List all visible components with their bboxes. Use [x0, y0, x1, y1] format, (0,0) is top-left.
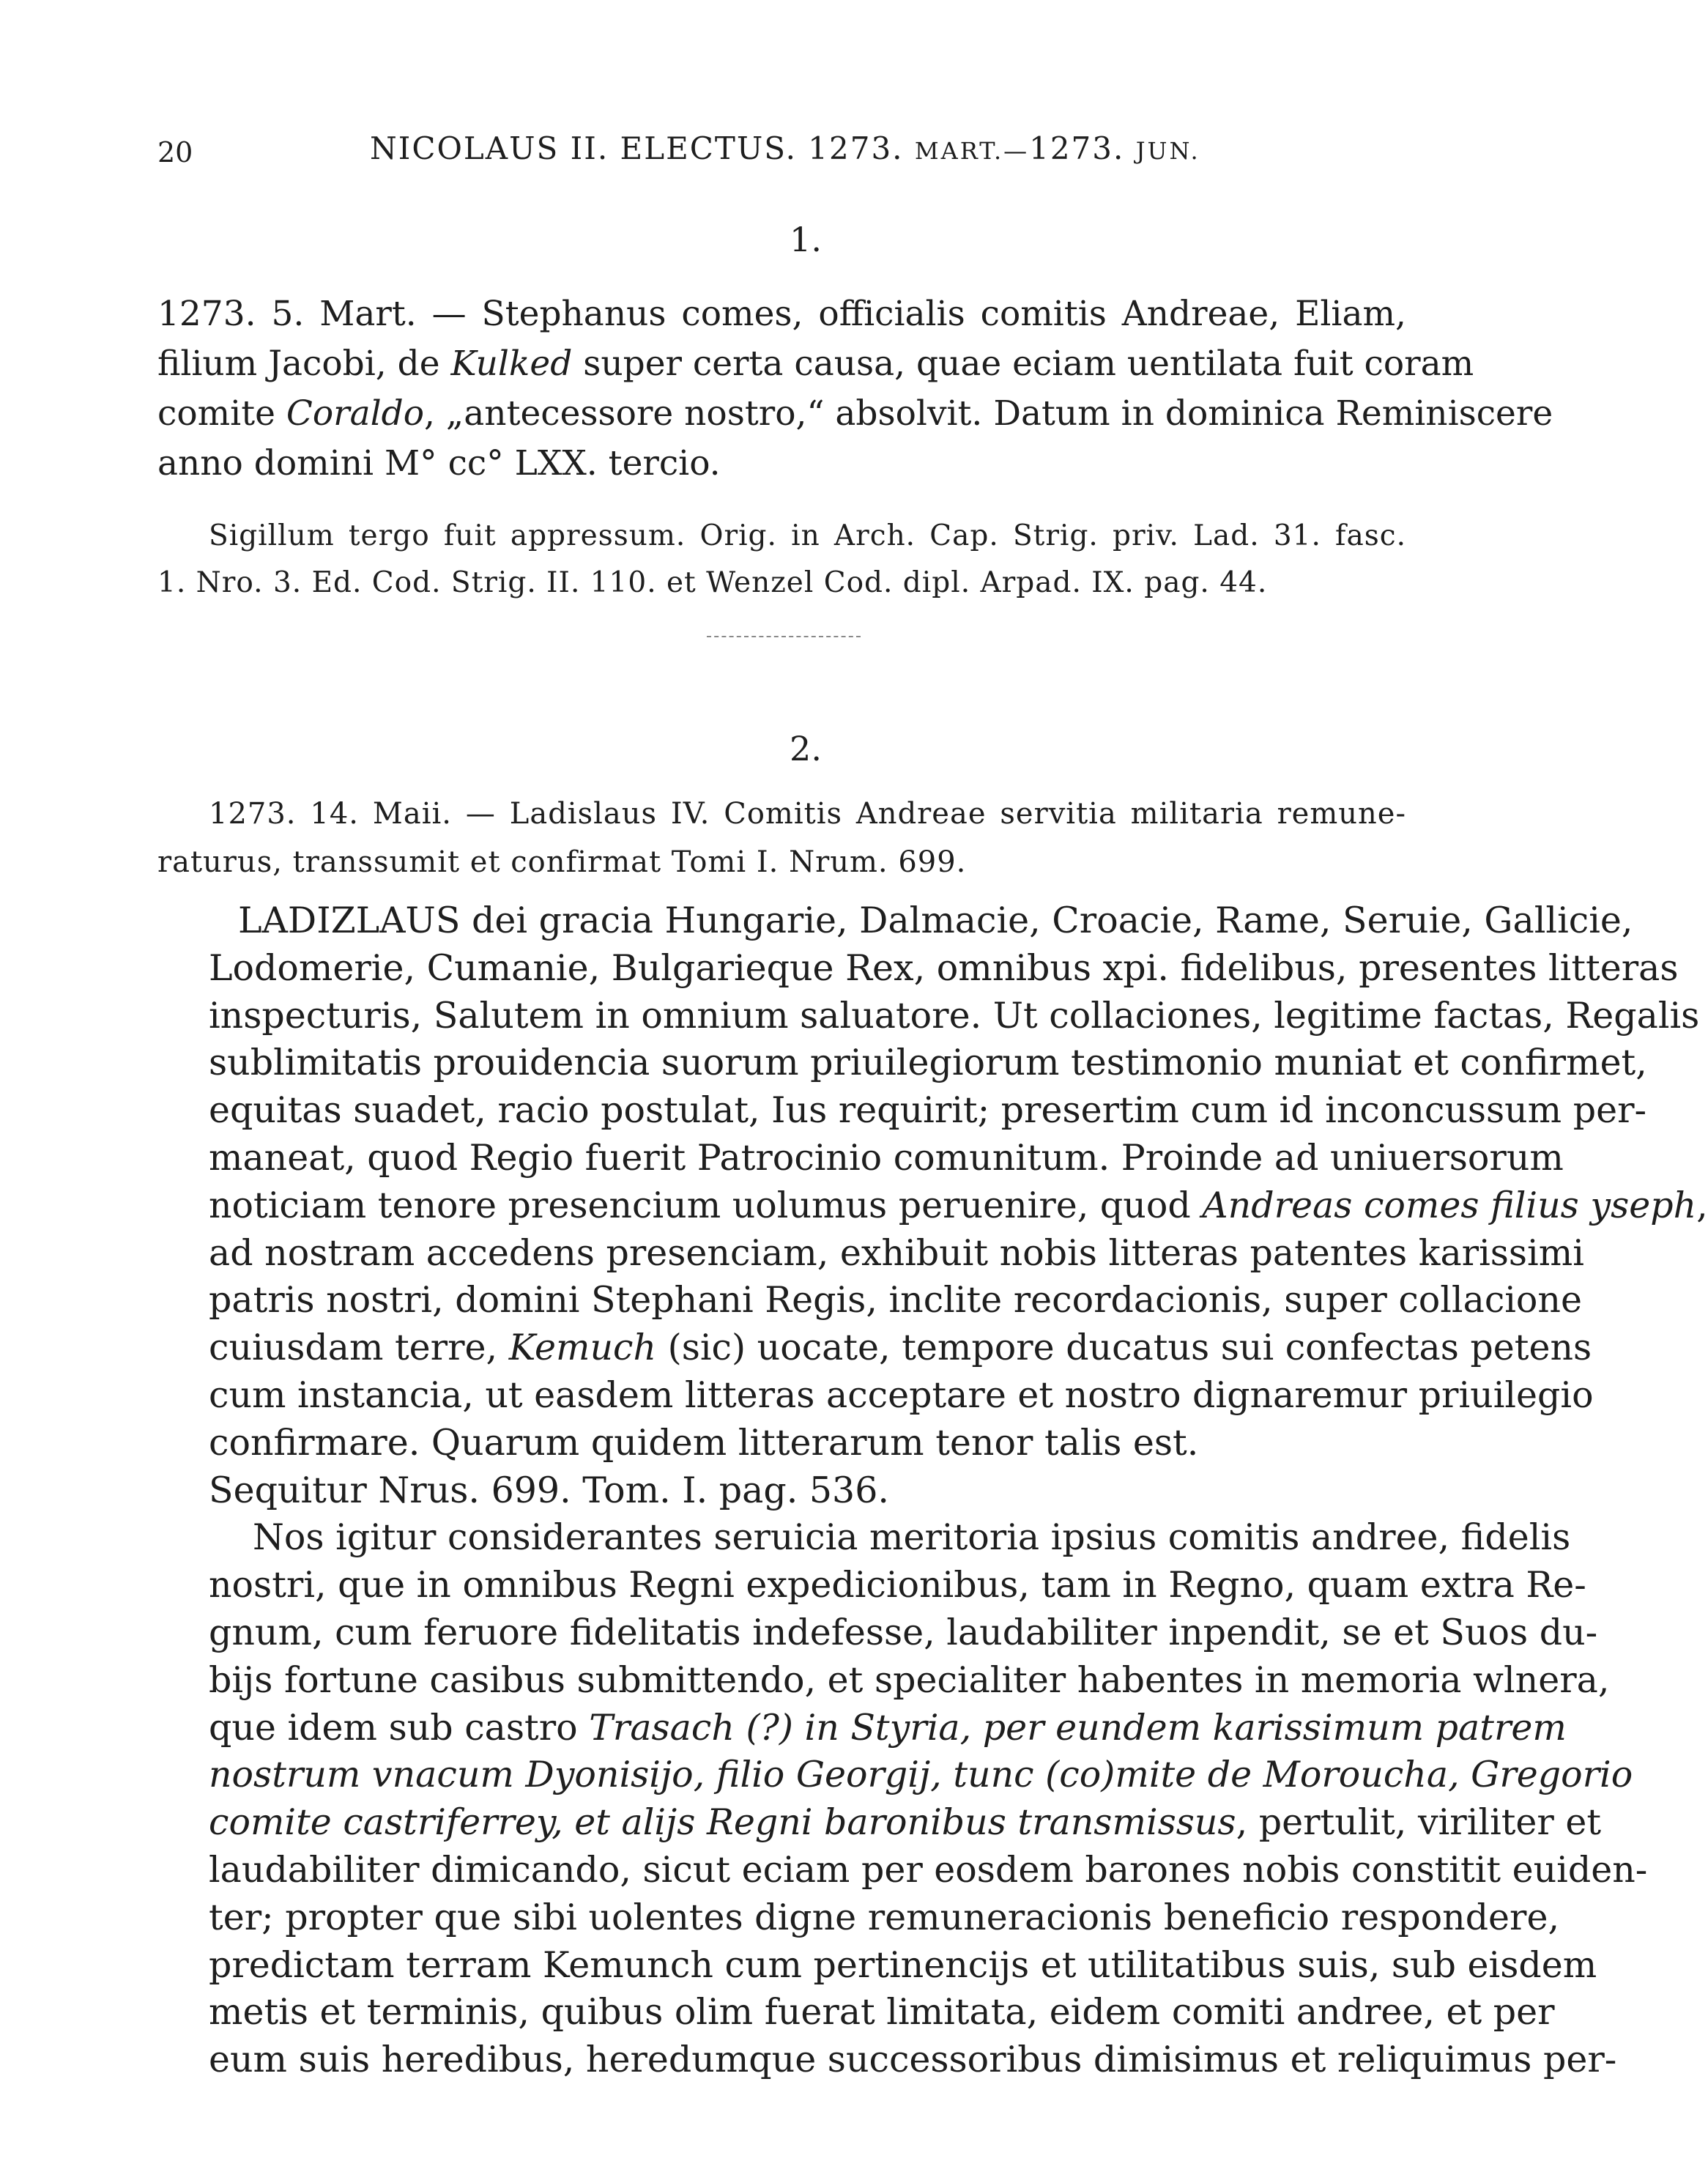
text-run: metis et terminis, quibus olim fuerat limitata, eidem comiti andree, et per: [209, 1991, 1555, 2034]
text-run: raturus, transsumit et confirmat Tomi I. Nrum. 699.: [157, 845, 967, 879]
charter-line: [157, 1657, 1610, 1705]
title-month-end: JUN.: [1135, 137, 1200, 165]
text-run: 1273. 14. Maii. — Ladislaus IV. Comitis Andreae servitia militaria remune-: [209, 797, 1406, 831]
title-year-end: 1273.: [1029, 130, 1125, 166]
charter-line: [157, 1942, 1597, 1990]
text-run: super certa causa, quae eciam uentilata fuit coram: [572, 344, 1474, 384]
charter-line: [157, 1420, 1406, 1467]
title-month-start: MART.—: [914, 137, 1030, 165]
italic-name: nostrum vnacum Dyonisijo, filio Georgij, tunc (co)mite de Moroucha, Gregorio: [209, 1754, 1633, 1796]
charter-line: [157, 1372, 1594, 1420]
text-run: Sigillum tergo fuit appressum. Orig. in Arch. Cap. Strig. priv. Lad. 31. fasc.: [209, 519, 1406, 552]
charter-line: [157, 1182, 1708, 1230]
charter-line: [157, 945, 1679, 993]
text-run: eum suis heredibus, heredumque successoribus dimisimus et reliquimus per-: [209, 2039, 1617, 2081]
charter-line: [157, 1324, 1592, 1372]
charter-line: [157, 1135, 1564, 1182]
section-separator: [707, 636, 861, 640]
text-run: 1273. 5. Mart. — Stephanus comes, officialis comitis Andreae, Eliam,: [157, 294, 1406, 334]
text-run: filium Jacobi, de: [157, 344, 451, 384]
text-run: 1. Nro. 3. Ed. Cod. Strig. II. 110. et Wenzel Cod. dipl. Arpad. IX. pag. 44.: [157, 566, 1268, 599]
charter-line: [157, 1467, 1406, 1515]
note-line: [157, 560, 1406, 607]
text-run: bijs fortune casibus submittendo, et specialiter habentes in memoria wlnera,: [209, 1658, 1610, 1701]
regest-line: [157, 439, 1406, 489]
charter-line: [157, 1087, 1647, 1135]
text-run: Lodomerie, Cumanie, Bulgarieque Rex, omnibus xpi. fidelibus, presentes litteras: [209, 946, 1679, 989]
text-run: nostri, que in omnibus Regni expedicionibus, tam in Regno, quam extra Re-: [209, 1564, 1586, 1606]
doc2-regest: [157, 790, 1406, 886]
doc2-charter-text: [157, 897, 1708, 2084]
charter-line: [157, 2036, 1617, 2084]
italic-name: Kemuch: [508, 1327, 656, 1369]
regest-line: [157, 838, 1406, 886]
text-run: laudabiliter dimicando, sicut eciam per eosdem barones nobis constitit euiden-: [209, 1848, 1648, 1891]
text-run: ,: [1696, 1184, 1708, 1226]
document-number-1: 1.: [790, 220, 822, 259]
text-run: confirmare. Quarum quidem litterarum tenor talis est.: [209, 1421, 1199, 1464]
text-run: Sequitur Nrus. 699. Tom. I. pag. 536.: [209, 1469, 889, 1511]
charter-line: [157, 1894, 1560, 1942]
text-run: maneat, quod Regio fuerit Patrocinio comunitum. Proinde ad uniuersorum: [209, 1136, 1564, 1179]
italic-name: Trasach (?) in Styria, per eundem karissimum patrem: [589, 1706, 1567, 1749]
charter-line: [157, 1752, 1633, 1799]
text-run: Nos igitur considerantes seruicia meritoria ipsius comitis andree, fidelis: [253, 1516, 1571, 1559]
regest-line: [157, 289, 1406, 339]
text-run: comite: [157, 393, 286, 434]
text-run: predictam terram Kemunch cum pertinencijs et utilitatibus suis, sub eisdem: [209, 1943, 1597, 1986]
title-main: NICOLAUS II. ELECTUS.: [370, 130, 797, 166]
text-run: anno domini M° cc° LXX. tercio.: [157, 443, 721, 483]
text-run: LADIZLAUS dei gracia Hungarie, Dalmacie, Croacie, Rame, Seruie, Gallicie,: [238, 900, 1633, 941]
italic-name: comite castriferrey, et alijs Regni baronibus transmissus: [209, 1801, 1236, 1844]
text-run: sublimitatis prouidencia suorum priuilegiorum testimonio muniat et confirmet,: [209, 1042, 1647, 1084]
charter-line: [157, 1989, 1555, 2036]
doc1-regest: [157, 289, 1553, 489]
document-number-2: 2.: [790, 729, 822, 768]
text-run: patris nostri, domini Stephani Regis, inclite recordacionis, super collacione: [209, 1279, 1582, 1322]
charter-line: [157, 1230, 1584, 1278]
text-run: , „antecessore nostro,“ absolvit. Datum in dominica Reminiscere: [424, 393, 1553, 434]
charter-line: [157, 993, 1700, 1040]
charter-line: [157, 1277, 1582, 1324]
text-run: cuiusdam terre,: [209, 1327, 509, 1369]
charter-line: [157, 1562, 1586, 1609]
running-header: [157, 130, 1373, 174]
text-run: cum instancia, ut easdem litteras acceptare et nostro dignaremur priuilegio: [209, 1374, 1594, 1416]
charter-line: [157, 1039, 1647, 1087]
text-run: ad nostram accedens presenciam, exhibuit nobis litteras patentes karissimi: [209, 1231, 1584, 1274]
running-title: [370, 130, 1200, 166]
note-line: [157, 513, 1406, 560]
text-run: ter; propter que sibi uolentes digne remuneracionis beneficio respondere,: [209, 1896, 1560, 1938]
text-run: , pertulit, viriliter et: [1236, 1801, 1602, 1844]
text-run: noticiam tenore presencium uolumus peruenire, quod: [209, 1184, 1203, 1226]
italic-name: Kulked: [450, 344, 573, 384]
charter-line: [157, 1514, 1571, 1562]
regest-line: [157, 389, 1553, 439]
text-run: equitas suadet, racio postulat, Ius requirit; presertim cum id inconcussum per-: [209, 1089, 1647, 1132]
page-number: 20: [157, 136, 193, 168]
italic-name: Coraldo: [286, 393, 425, 434]
regest-line: [157, 339, 1474, 389]
charter-line: [157, 1609, 1598, 1657]
charter-line: [157, 1799, 1602, 1847]
regest-line: [157, 790, 1406, 838]
text-run: que idem sub castro: [209, 1706, 590, 1749]
charter-line: [157, 897, 1633, 945]
title-year-start: 1273.: [808, 130, 904, 166]
doc1-source-note: [157, 513, 1406, 607]
text-run: gnum, cum feruore fidelitatis indefesse, laudabiliter inpendit, se et Suos du-: [209, 1611, 1598, 1653]
charter-line: [157, 1847, 1648, 1894]
text-run: (sic) uocate, tempore ducatus sui confectas petens: [656, 1327, 1592, 1369]
charter-line: [157, 1705, 1567, 1752]
text-run: inspecturis, Salutem in omnium saluatore. Ut collaciones, legitime factas, Regalis: [209, 994, 1700, 1037]
italic-name: Andreas comes filius yseph: [1202, 1184, 1697, 1226]
